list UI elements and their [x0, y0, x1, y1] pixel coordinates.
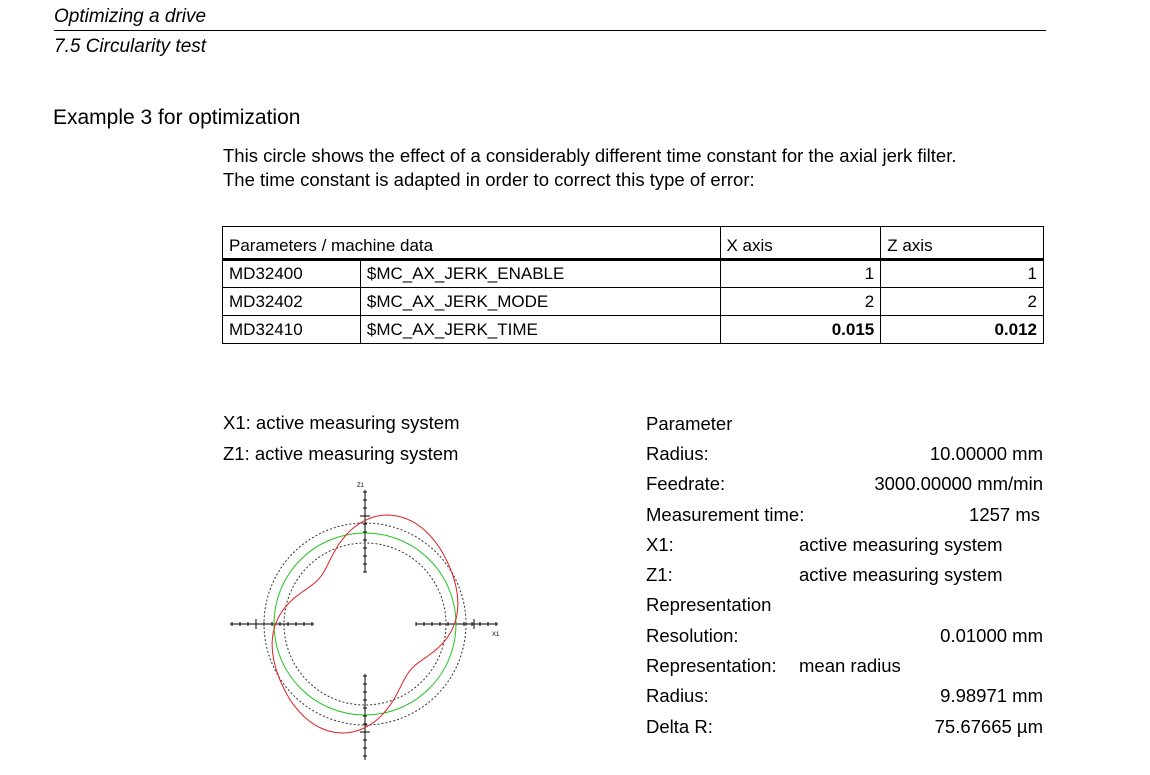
z1-label: Z1: — [646, 564, 673, 585]
table-row — [223, 288, 1044, 316]
representation-heading: Representation — [646, 594, 772, 615]
resolution-value: 0.01000 mm — [940, 625, 1043, 646]
rep-radius-label: Radius: — [646, 685, 709, 706]
table-header-row — [223, 227, 1044, 260]
delta-r-value: 75.67665 µm — [934, 716, 1043, 737]
z-value: 0.012 — [881, 316, 1044, 344]
parameter-table — [222, 226, 1044, 344]
measurement-time-value: 1257 ms — [969, 504, 1040, 525]
intro-line-2: The time constant is adapted in order to correct this type of error: — [223, 169, 755, 190]
x1-label: X1: — [646, 534, 674, 555]
table-header-x: X axis — [720, 227, 881, 260]
md-number: MD32402 — [223, 288, 361, 316]
radius-label: Radius: — [646, 443, 709, 464]
md-number: MD32410 — [223, 316, 361, 344]
feedrate-label: Feedrate: — [646, 473, 726, 494]
x1-value: active measuring system — [799, 534, 1003, 555]
x-value: 1 — [720, 260, 881, 288]
resolution-label: Resolution: — [646, 625, 739, 646]
rep-radius-value: 9.98971 mm — [940, 685, 1043, 706]
md-name: $MC_AX_JERK_ENABLE — [360, 260, 720, 288]
x1-axis-label: X1 — [492, 632, 500, 638]
legend-z1: Z1: active measuring system — [223, 443, 459, 464]
chapter-header: Optimizing a drive — [54, 6, 207, 27]
table-row — [223, 316, 1044, 344]
section-title: Example 3 for optimization — [53, 106, 301, 129]
z1-axis-label: Z1 — [357, 483, 365, 489]
representation-value: mean radius — [799, 655, 901, 676]
delta-r-label: Delta R: — [646, 716, 713, 737]
circularity-plot — [226, 476, 516, 766]
z-value: 2 — [881, 288, 1044, 316]
x-value: 0.015 — [720, 316, 881, 344]
z-value: 1 — [881, 260, 1044, 288]
table-header-param: Parameters / machine data — [223, 227, 721, 260]
md-name: $MC_AX_JERK_TIME — [360, 316, 720, 344]
legend-x1: X1: active measuring system — [223, 412, 460, 433]
representation-label: Representation: — [646, 655, 777, 676]
feedrate-value: 3000.00000 mm/min — [874, 473, 1043, 494]
section-header: 7.5 Circularity test — [54, 36, 207, 57]
table-header-z: Z axis — [881, 227, 1044, 260]
radius-value: 10.00000 mm — [929, 443, 1043, 464]
z1-value: active measuring system — [799, 564, 1003, 585]
md-number: MD32400 — [223, 260, 361, 288]
md-name: $MC_AX_JERK_MODE — [360, 288, 720, 316]
measurement-time-label: Measurement time: — [646, 504, 805, 525]
intro-line-1: This circle shows the effect of a considerably different time constant for the axial jerk filter. — [223, 145, 957, 166]
table-row — [223, 260, 1044, 288]
header-rule — [54, 30, 1046, 31]
x-value: 2 — [720, 288, 881, 316]
parameter-heading: Parameter — [646, 413, 733, 434]
